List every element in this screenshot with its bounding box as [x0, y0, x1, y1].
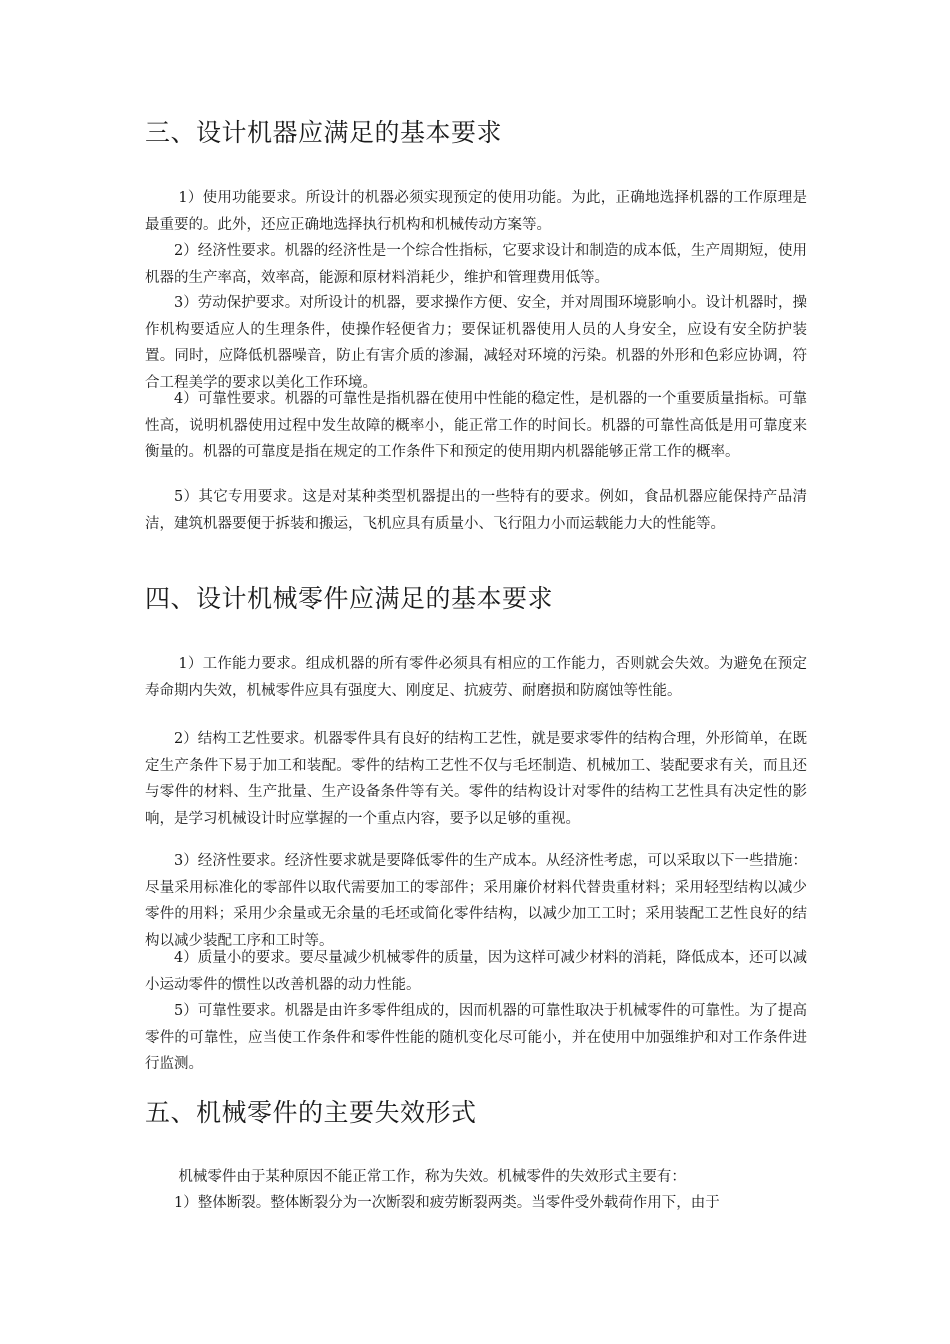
paragraph-5-1: 机械零件由于某种原因不能正常工作，称为失效。机械零件的失效形式主要有：	[178, 1169, 686, 1185]
paragraph-3-5: 5）其它专用要求。这是对某种类型机器提出的一些特有的要求。例如，食品机器应能保持产品清洁，建筑机器要便于拆装和搬运，飞机应具有质量小、飞行阻力小而运载能力大的性能等。	[145, 489, 807, 532]
paragraph-4-2: 2）结构工艺性要求。机器零件具有良好的结构工艺性，就是要求零件的结构合理，外形简单，在既定生产条件下易于加工和装配。零件的结构工艺性不仅与毛坯制造、机械加工、装配要求有关，而且还与零件的材料、生产批量、生产设备条件等有关。零件的结构设计对零件的结构工艺性具有决定性的影响，是学习机械设计时应掌握的一个重点内容，要予以足够的重视。	[145, 731, 807, 827]
paragraph-4-1: 1）工作能力要求。组成机器的所有零件必须具有相应的工作能力，否则就会失效。为避免在预定寿命期内失效，机械零件应具有强度大、刚度足、抗疲劳、耐磨损和防腐蚀等性能。	[145, 656, 807, 699]
paragraph-3-4: 4）可靠性要求。机器的可靠性是指机器在使用中性能的稳定性，是机器的一个重要质量指标。可靠性高，说明机器使用过程中发生故障的概率小，能正常工作的时间长。机器的可靠性高低是用可靠度来衡量的。机器的可靠度是指在规定的工作条件下和预定的使用期内机器能够正常工作的概率。	[145, 391, 807, 460]
paragraph-3-2: 2）经济性要求。机器的经济性是一个综合性指标，它要求设计和制造的成本低，生产周期短，使用机器的生产率高，效率高，能源和原材料消耗少，维护和管理费用低等。	[145, 243, 807, 286]
paragraph-4-4: 4）质量小的要求。要尽量减少机械零件的质量，因为这样可减少材料的消耗，降低成本，还可以减小运动零件的惯性以改善机器的动力性能。	[145, 950, 807, 993]
paragraph-3-3: 3）劳动保护要求。对所设计的机器，要求操作方便、安全，并对周围环境影响小。设计机器时，操作机构要适应人的生理条件，使操作轻便省力；要保证机器使用人员的人身安全，应设有安全防护装置。同时，应降低机器噪音，防止有害介质的渗漏，减轻对环境的污染。机器的外形和色彩应协调，符合工程美学的要求以美化工作环境。	[145, 295, 807, 391]
paragraph-3-1: 1）使用功能要求。所设计的机器必须实现预定的使用功能。为此，正确地选择机器的工作原理是最重要的。此外，还应正确地选择执行机构和机械传动方案等。	[145, 190, 807, 233]
paragraph-5-2: 1）整体断裂。整体断裂分为一次断裂和疲劳断裂两类。当零件受外载荷作用下，由于	[174, 1195, 720, 1211]
section-heading-5: 五、机械零件的主要失效形式	[145, 1098, 477, 1127]
paragraph-4-3: 3）经济性要求。经济性要求就是要降低零件的生产成本。从经济性考虑，可以采取以下一些措施：尽量采用标准化的零部件以取代需要加工的零部件；采用廉价材料代替贵重材料；采用轻型结构以减少零件的用料；采用少余量或无余量的毛坯或简化零件结构，以减少加工工时；采用装配工艺性良好的结构以减少装配工序和工时等。	[145, 853, 807, 949]
paragraph-4-5: 5）可靠性要求。机器是由许多零件组成的，因而机器的可靠性取决于机械零件的可靠性。为了提高零件的可靠性，应当使工作条件和零件性能的随机变化尽可能小，并在使用中加强维护和对工作条件进行监测。	[145, 1003, 807, 1072]
section-heading-3: 三、设计机器应满足的基本要求	[145, 118, 503, 147]
section-heading-4: 四、设计机械零件应满足的基本要求	[145, 584, 554, 613]
